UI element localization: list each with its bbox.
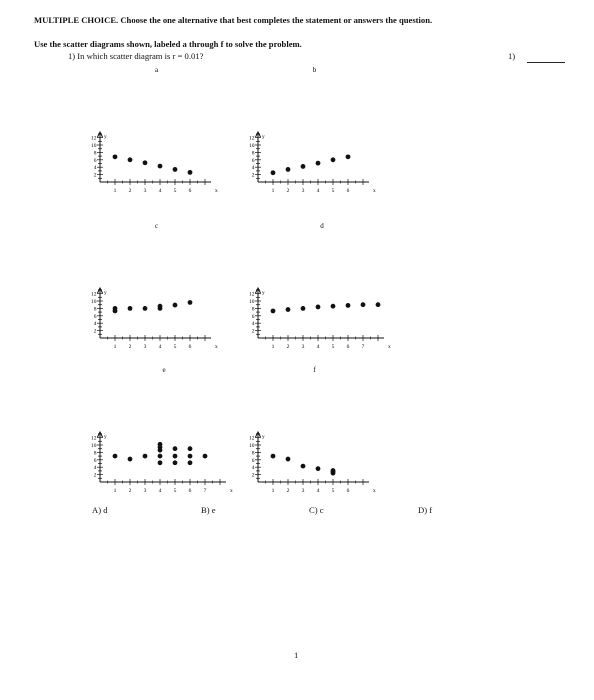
x-tick-label: 1	[113, 488, 117, 494]
x-axis-label: x	[215, 188, 218, 194]
data-point	[316, 305, 321, 310]
section-header: MULTIPLE CHOICE. Choose the one alternative that best completes the statement or answers the question.	[34, 15, 433, 25]
scatter-plot-c	[82, 218, 232, 353]
y-tick-label: 12	[249, 135, 255, 142]
data-point	[188, 300, 193, 305]
x-tick-label: 5	[173, 344, 177, 350]
y-tick-label: 12	[91, 435, 97, 442]
data-point	[301, 164, 306, 169]
x-tick-label: 1	[271, 488, 275, 494]
data-point	[316, 466, 321, 471]
y-axis-label: y	[104, 434, 107, 441]
x-tick-label: 1	[271, 188, 275, 194]
y-tick-label: 6	[93, 457, 97, 464]
x-tick-label: 3	[301, 344, 305, 350]
x-tick-label: 5	[173, 188, 177, 194]
plot-title: f	[313, 366, 316, 374]
y-tick-label: 10	[249, 299, 255, 305]
x-tick-label: 5	[331, 344, 335, 350]
y-tick-label: 4	[251, 165, 255, 172]
x-tick-label: 6	[188, 488, 192, 494]
data-point	[188, 460, 193, 465]
y-tick-label: 2	[251, 472, 255, 479]
x-axis-label: x	[388, 344, 391, 350]
data-point	[143, 306, 148, 311]
y-tick-label: 2	[251, 328, 255, 335]
plot-title: e	[162, 366, 166, 374]
x-tick-label: 6	[346, 188, 350, 194]
data-point	[331, 468, 336, 473]
answer-choice-a[interactable]: A) d	[92, 505, 108, 515]
answer-choice-d[interactable]: D) f	[418, 505, 433, 515]
y-tick-label: 2	[93, 172, 97, 179]
y-tick-label: 10	[249, 143, 255, 149]
data-point	[271, 454, 276, 459]
y-tick-label: 12	[249, 435, 255, 442]
page-number: 1	[294, 650, 299, 660]
data-point	[173, 454, 178, 459]
scatter-plot-f	[240, 362, 390, 497]
scatter-svg-c	[82, 218, 232, 353]
data-point	[331, 157, 336, 162]
x-tick-label: 2	[128, 344, 132, 350]
y-axis-label: y	[262, 434, 265, 441]
x-tick-label: 2	[286, 488, 290, 494]
x-tick-label: 4	[158, 344, 162, 350]
y-tick-label: 2	[251, 172, 255, 179]
y-tick-label: 10	[249, 443, 255, 449]
x-tick-label: 2	[128, 188, 132, 194]
x-tick-label: 7	[361, 344, 365, 350]
data-point	[286, 457, 291, 462]
x-tick-label: 1	[113, 188, 117, 194]
scatter-plot-a	[82, 62, 232, 197]
x-tick-label: 2	[128, 488, 132, 494]
y-tick-label: 6	[93, 157, 97, 164]
instructions: Use the scatter diagrams shown, labeled a through f to solve the problem.	[34, 39, 302, 49]
x-tick-label: 6	[346, 488, 350, 494]
scatter-svg-b	[240, 62, 390, 197]
scatter-plot-d	[240, 218, 390, 353]
data-point	[113, 454, 118, 459]
y-tick-label: 4	[251, 321, 255, 328]
y-tick-label: 4	[93, 165, 97, 172]
x-tick-label: 3	[301, 488, 305, 494]
data-point	[316, 161, 321, 166]
y-tick-label: 6	[93, 313, 97, 320]
x-axis-label: x	[230, 488, 233, 494]
data-point	[173, 167, 178, 172]
x-tick-label: 2	[286, 188, 290, 194]
answer-choice-c[interactable]: C) c	[309, 505, 324, 515]
y-tick-label: 2	[93, 472, 97, 479]
scatter-svg-e	[82, 362, 232, 497]
x-tick-label: 1	[271, 344, 275, 350]
y-tick-label: 6	[251, 313, 255, 320]
y-axis-label: y	[262, 134, 265, 141]
scatter-svg-d	[240, 218, 390, 353]
x-tick-label: 4	[316, 188, 320, 194]
scatter-plot-e	[82, 362, 232, 497]
y-tick-label: 8	[251, 150, 255, 157]
y-axis-label: y	[262, 290, 265, 297]
y-tick-label: 10	[91, 299, 97, 305]
data-point	[286, 167, 291, 172]
plot-title: c	[154, 222, 159, 230]
x-tick-label: 5	[331, 188, 335, 194]
data-point	[376, 302, 381, 307]
data-point	[128, 457, 133, 462]
y-tick-label: 6	[251, 457, 255, 464]
x-tick-label: 7	[203, 488, 207, 494]
y-tick-label: 12	[91, 135, 97, 142]
plot-title: a	[154, 66, 159, 74]
y-axis-label: y	[104, 134, 107, 141]
x-tick-label: 6	[188, 188, 192, 194]
x-tick-label: 4	[158, 188, 162, 194]
x-tick-label: 5	[331, 488, 335, 494]
data-point	[188, 454, 193, 459]
x-tick-label: 3	[301, 188, 305, 194]
data-point	[271, 170, 276, 175]
plot-title: b	[312, 66, 317, 74]
x-tick-label: 6	[346, 344, 350, 350]
data-point	[286, 307, 291, 312]
y-tick-label: 4	[93, 321, 97, 328]
data-point	[113, 154, 118, 159]
data-point	[143, 160, 148, 165]
data-point	[173, 303, 178, 308]
x-tick-label: 1	[113, 344, 117, 350]
x-axis-label: x	[373, 188, 376, 194]
data-point	[188, 446, 193, 451]
y-tick-label: 8	[93, 306, 97, 313]
data-point	[143, 454, 148, 459]
x-tick-label: 2	[286, 344, 290, 350]
data-point	[113, 306, 118, 311]
x-tick-label: 6	[188, 344, 192, 350]
x-axis-label: x	[215, 344, 218, 350]
data-point	[271, 309, 276, 314]
data-point	[128, 157, 133, 162]
y-tick-label: 4	[93, 465, 97, 472]
data-point	[331, 304, 336, 309]
x-tick-label: 4	[316, 344, 320, 350]
y-tick-label: 8	[251, 450, 255, 457]
x-tick-label: 4	[316, 488, 320, 494]
x-tick-label: 3	[143, 488, 147, 494]
data-point	[203, 454, 208, 459]
y-tick-label: 10	[91, 443, 97, 449]
data-point	[188, 170, 193, 175]
y-tick-label: 8	[93, 450, 97, 457]
y-tick-label: 4	[251, 465, 255, 472]
y-axis-label: y	[104, 290, 107, 297]
scatter-plot-b	[240, 62, 390, 197]
plot-title: d	[320, 222, 324, 230]
data-point	[361, 302, 366, 307]
data-point	[128, 306, 133, 311]
data-point	[158, 460, 163, 465]
y-tick-label: 8	[93, 150, 97, 157]
data-point	[158, 304, 163, 309]
y-tick-label: 12	[249, 291, 255, 298]
data-point	[158, 442, 163, 447]
question-number: 1)	[508, 51, 516, 61]
scatter-svg-f	[240, 362, 390, 497]
y-tick-label: 10	[91, 143, 97, 149]
y-tick-label: 6	[251, 157, 255, 164]
question-text: 1) In which scatter diagram is r = 0.01?	[68, 51, 204, 61]
x-tick-label: 5	[173, 488, 177, 494]
x-axis-label: x	[373, 488, 376, 494]
data-point	[158, 454, 163, 459]
data-point	[158, 164, 163, 169]
answer-blank[interactable]	[527, 62, 565, 63]
data-point	[301, 306, 306, 311]
data-point	[346, 154, 351, 159]
x-tick-label: 3	[143, 188, 147, 194]
x-tick-label: 3	[143, 344, 147, 350]
y-tick-label: 12	[91, 291, 97, 298]
x-tick-label: 4	[158, 488, 162, 494]
scatter-svg-a	[82, 62, 232, 197]
data-point	[346, 303, 351, 308]
y-tick-label: 8	[251, 306, 255, 313]
y-tick-label: 2	[93, 328, 97, 335]
data-point	[173, 460, 178, 465]
answer-choice-b[interactable]: B) e	[201, 505, 216, 515]
data-point	[173, 446, 178, 451]
data-point	[301, 464, 306, 469]
